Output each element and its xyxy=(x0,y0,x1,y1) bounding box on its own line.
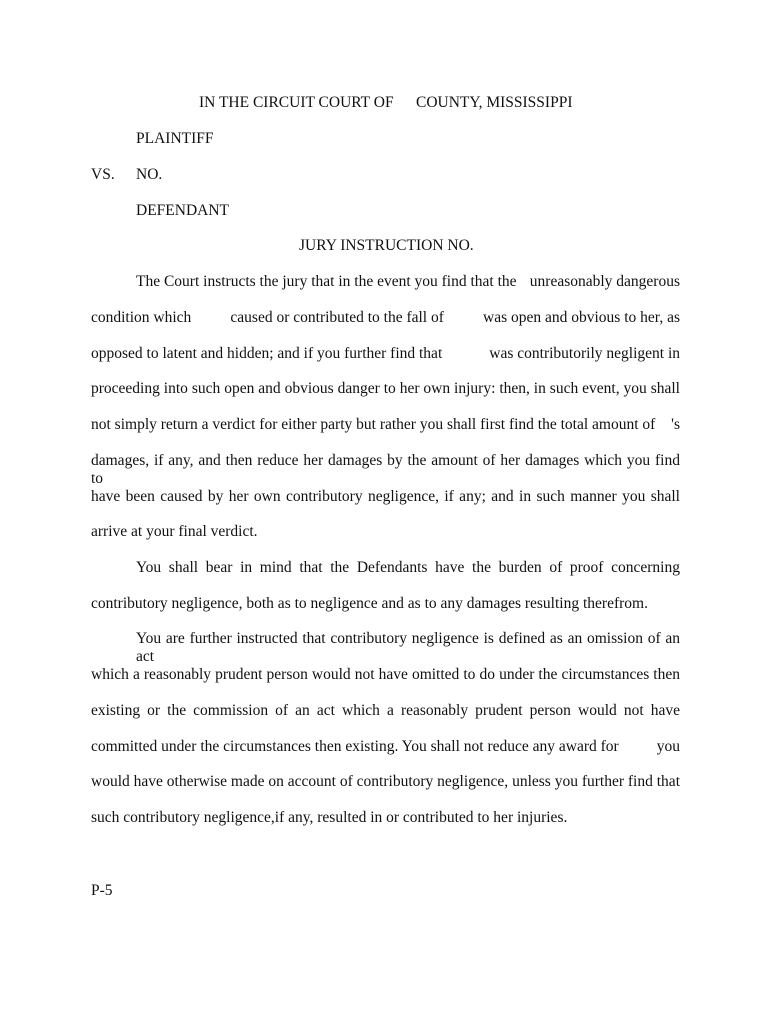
paragraph1-line8: arrive at your final verdict. xyxy=(91,523,258,540)
paragraph1-line5-b: 's xyxy=(671,416,680,433)
plaintiff-label: PLAINTIFF xyxy=(136,130,214,147)
paragraph1-line1 xyxy=(136,273,680,291)
paragraph1-line2-b: caused or contributed to the fall of xyxy=(230,309,444,326)
paragraph3-line4-a: committed under the circumstances then existing. You shall not reduce any award for xyxy=(91,738,619,755)
page-code: P-5 xyxy=(91,882,113,899)
paragraph1-line4: proceeding into such open and obvious danger to her own injury: then, in such event, you shall xyxy=(91,380,680,397)
paragraph3-line4-b: you xyxy=(656,738,680,755)
court-county-state: COUNTY, MISSISSIPPI xyxy=(416,94,573,111)
paragraph3-line1: You are further instructed that contributory negligence is defined as an omission of an act xyxy=(136,630,680,665)
court-name-left: IN THE CIRCUIT COURT OF xyxy=(199,94,394,111)
paragraph3-line2: which a reasonably prudent person would not have omitted to do under the circumstances then xyxy=(91,666,680,683)
paragraph1-line7: have been caused by her own contributory negligence, if any; and in such manner you shall xyxy=(91,488,680,505)
paragraph3-line4 xyxy=(91,738,680,756)
paragraph1-line1-a: The Court instructs the jury that in the event you find that the xyxy=(136,273,517,290)
paragraph1-line2-a: condition which xyxy=(91,309,192,326)
case-number-label: NO. xyxy=(136,166,163,183)
paragraph3-line5: would have otherwise made on account of contributory negligence, unless you further find that xyxy=(91,773,680,790)
paragraph1-line5 xyxy=(91,416,680,434)
paragraph1-line3 xyxy=(91,345,680,363)
paragraph3-line6: such contributory negligence,if any, resulted in or contributed to her injuries. xyxy=(91,809,568,826)
defendant-label: DEFENDANT xyxy=(136,202,229,219)
paragraph1-line5-a: not simply return a verdict for either party but rather you shall first find the total amount of xyxy=(91,416,656,433)
paragraph1-line3-a: opposed to latent and hidden; and if you further find that xyxy=(91,345,443,362)
paragraph2-line2: contributory negligence, both as to negligence and as to any damages resulting therefrom. xyxy=(91,595,648,612)
paragraph1-line6: damages, if any, and then reduce her damages by the amount of her damages which you find to xyxy=(91,452,680,487)
paragraph1-line2 xyxy=(91,309,680,327)
paragraph1-line1-b: unreasonably dangerous xyxy=(529,273,680,290)
versus-label: VS. xyxy=(91,166,115,183)
paragraph2-line1: You shall bear in mind that the Defendants have the burden of proof concerning xyxy=(136,559,680,576)
paragraph1-line3-b: was contributorily negligent in xyxy=(489,345,680,362)
paragraph3-line3: existing or the commission of an act which a reasonably prudent person would not have xyxy=(91,702,680,719)
paragraph1-line2-c: was open and obvious to her, as xyxy=(483,309,680,326)
instruction-title: JURY INSTRUCTION NO. xyxy=(299,237,474,254)
